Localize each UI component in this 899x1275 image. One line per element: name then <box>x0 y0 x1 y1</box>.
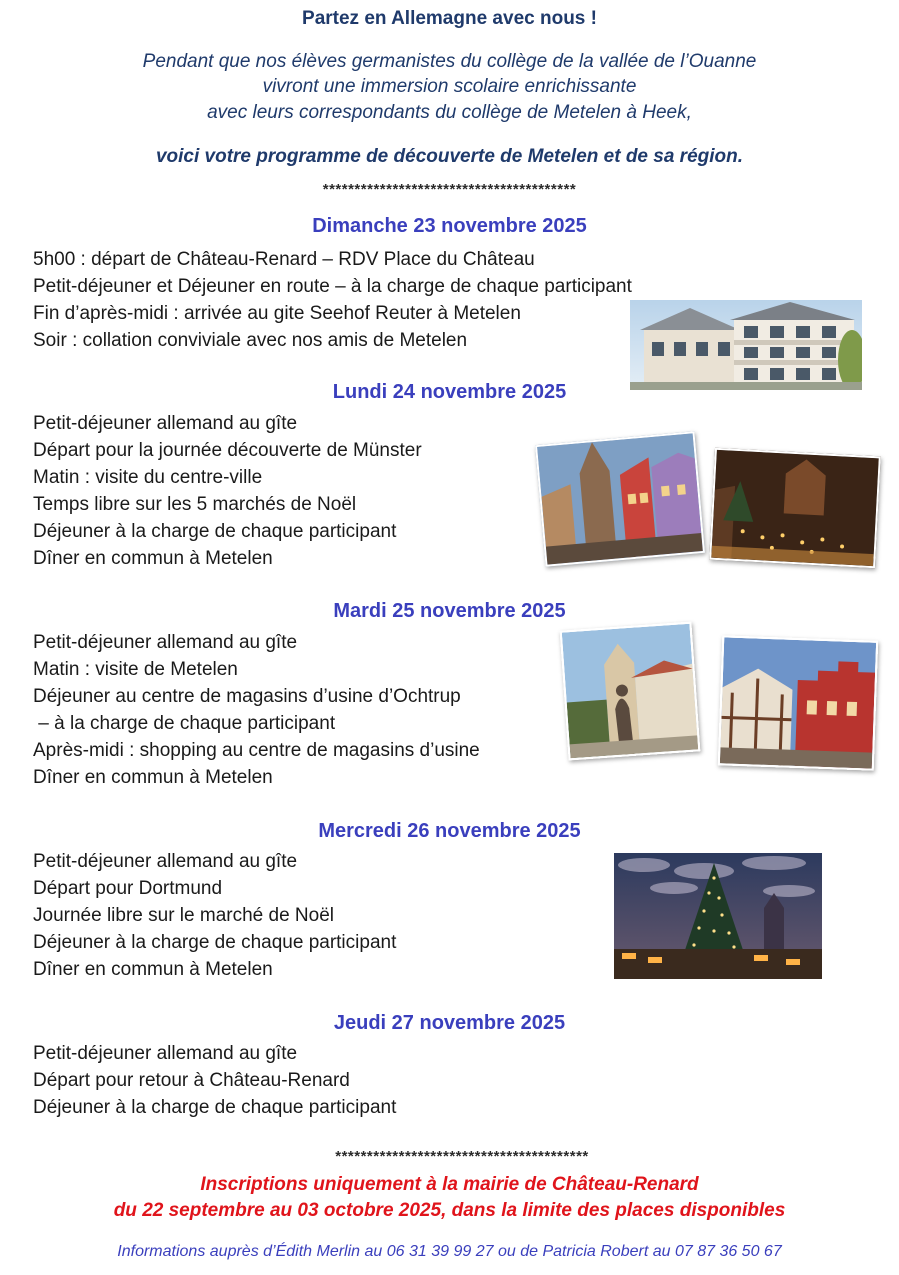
day-heading-tuesday: Mardi 25 novembre 2025 <box>333 600 566 622</box>
munster-street-photo <box>535 431 705 566</box>
schedule-line: Matin : visite de Metelen <box>33 659 238 680</box>
schedule-line: Départ pour Dortmund <box>33 878 223 899</box>
contact-info: Informations auprès d’Édith Merlin au 06 31 39 99 27 ou de Patricia Robert au 07 87 36 50 67 <box>117 1243 782 1260</box>
schedule-line: Petit-déjeuner allemand au gîte <box>33 413 298 434</box>
separator-top: **************************************** <box>322 181 577 198</box>
munster-market-photo <box>709 448 881 569</box>
schedule-line: Déjeuner à la charge de chaque participant <box>33 932 397 953</box>
intro-line-4: voici votre programme de découverte de Metelen et de sa région. <box>155 146 744 167</box>
metelen-statue-photo <box>560 622 701 761</box>
schedule-line: Départ pour la journée découverte de Münster <box>33 440 422 461</box>
schedule-line: Petit-déjeuner et Déjeuner en route – à la charge de chaque participant <box>33 276 632 297</box>
intro-line-3: avec leurs correspondants du collège de Metelen à Heek, <box>207 102 692 123</box>
schedule-line: Après-midi : shopping au centre de magasins d’usine <box>33 740 480 761</box>
day-heading-wednesday: Mercredi 26 novembre 2025 <box>318 820 581 842</box>
schedule-line: Temps libre sur les 5 marchés de Noël <box>33 494 357 515</box>
gite-photo <box>630 300 862 390</box>
intro-line-1: Pendant que nos élèves germanistes du collège de la vallée de l’Ouanne <box>142 51 757 72</box>
ochtrup-outlet-photo <box>718 635 878 770</box>
schedule-line: Départ pour retour à Château-Renard <box>33 1070 350 1091</box>
schedule-line: Petit-déjeuner allemand au gîte <box>33 632 298 653</box>
schedule-line: Journée libre sur le marché de Noël <box>33 905 334 926</box>
schedule-line: Matin : visite du centre-ville <box>33 467 263 488</box>
schedule-line: Déjeuner au centre de magasins d’usine d’Ochtrup <box>33 686 461 707</box>
dortmund-market-photo <box>614 853 822 979</box>
registration-line-2: du 22 septembre au 03 octobre 2025, dans la limite des places disponibles <box>113 1200 786 1221</box>
day-heading-thursday: Jeudi 27 novembre 2025 <box>333 1012 566 1034</box>
intro-line-2: vivront une immersion scolaire enrichissante <box>262 76 637 97</box>
schedule-line: Dîner en commun à Metelen <box>33 548 273 569</box>
schedule-line: Déjeuner à la charge de chaque participant <box>33 1097 397 1118</box>
schedule-line: Petit-déjeuner allemand au gîte <box>33 1043 298 1064</box>
day-heading-sunday: Dimanche 23 novembre 2025 <box>312 215 587 237</box>
schedule-line: 5h00 : départ de Château-Renard – RDV Place du Château <box>33 249 535 270</box>
schedule-line: Dîner en commun à Metelen <box>33 959 273 980</box>
schedule-line: Petit-déjeuner allemand au gîte <box>33 851 298 872</box>
schedule-line: Soir : collation conviviale avec nos amis de Metelen <box>33 330 468 351</box>
day-heading-monday: Lundi 24 novembre 2025 <box>332 381 567 403</box>
schedule-line: – à la charge de chaque participant <box>33 713 336 734</box>
schedule-line: Déjeuner à la charge de chaque participant <box>33 521 397 542</box>
schedule-line: Dîner en commun à Metelen <box>33 767 273 788</box>
separator-bottom: **************************************** <box>335 1148 589 1165</box>
schedule-line: Fin d’après-midi : arrivée au gite Seehof Reuter à Metelen <box>33 303 521 324</box>
page-title: Partez en Allemagne avec nous ! <box>302 8 597 29</box>
registration-line-1: Inscriptions uniquement à la mairie de Château-Renard <box>200 1174 699 1195</box>
